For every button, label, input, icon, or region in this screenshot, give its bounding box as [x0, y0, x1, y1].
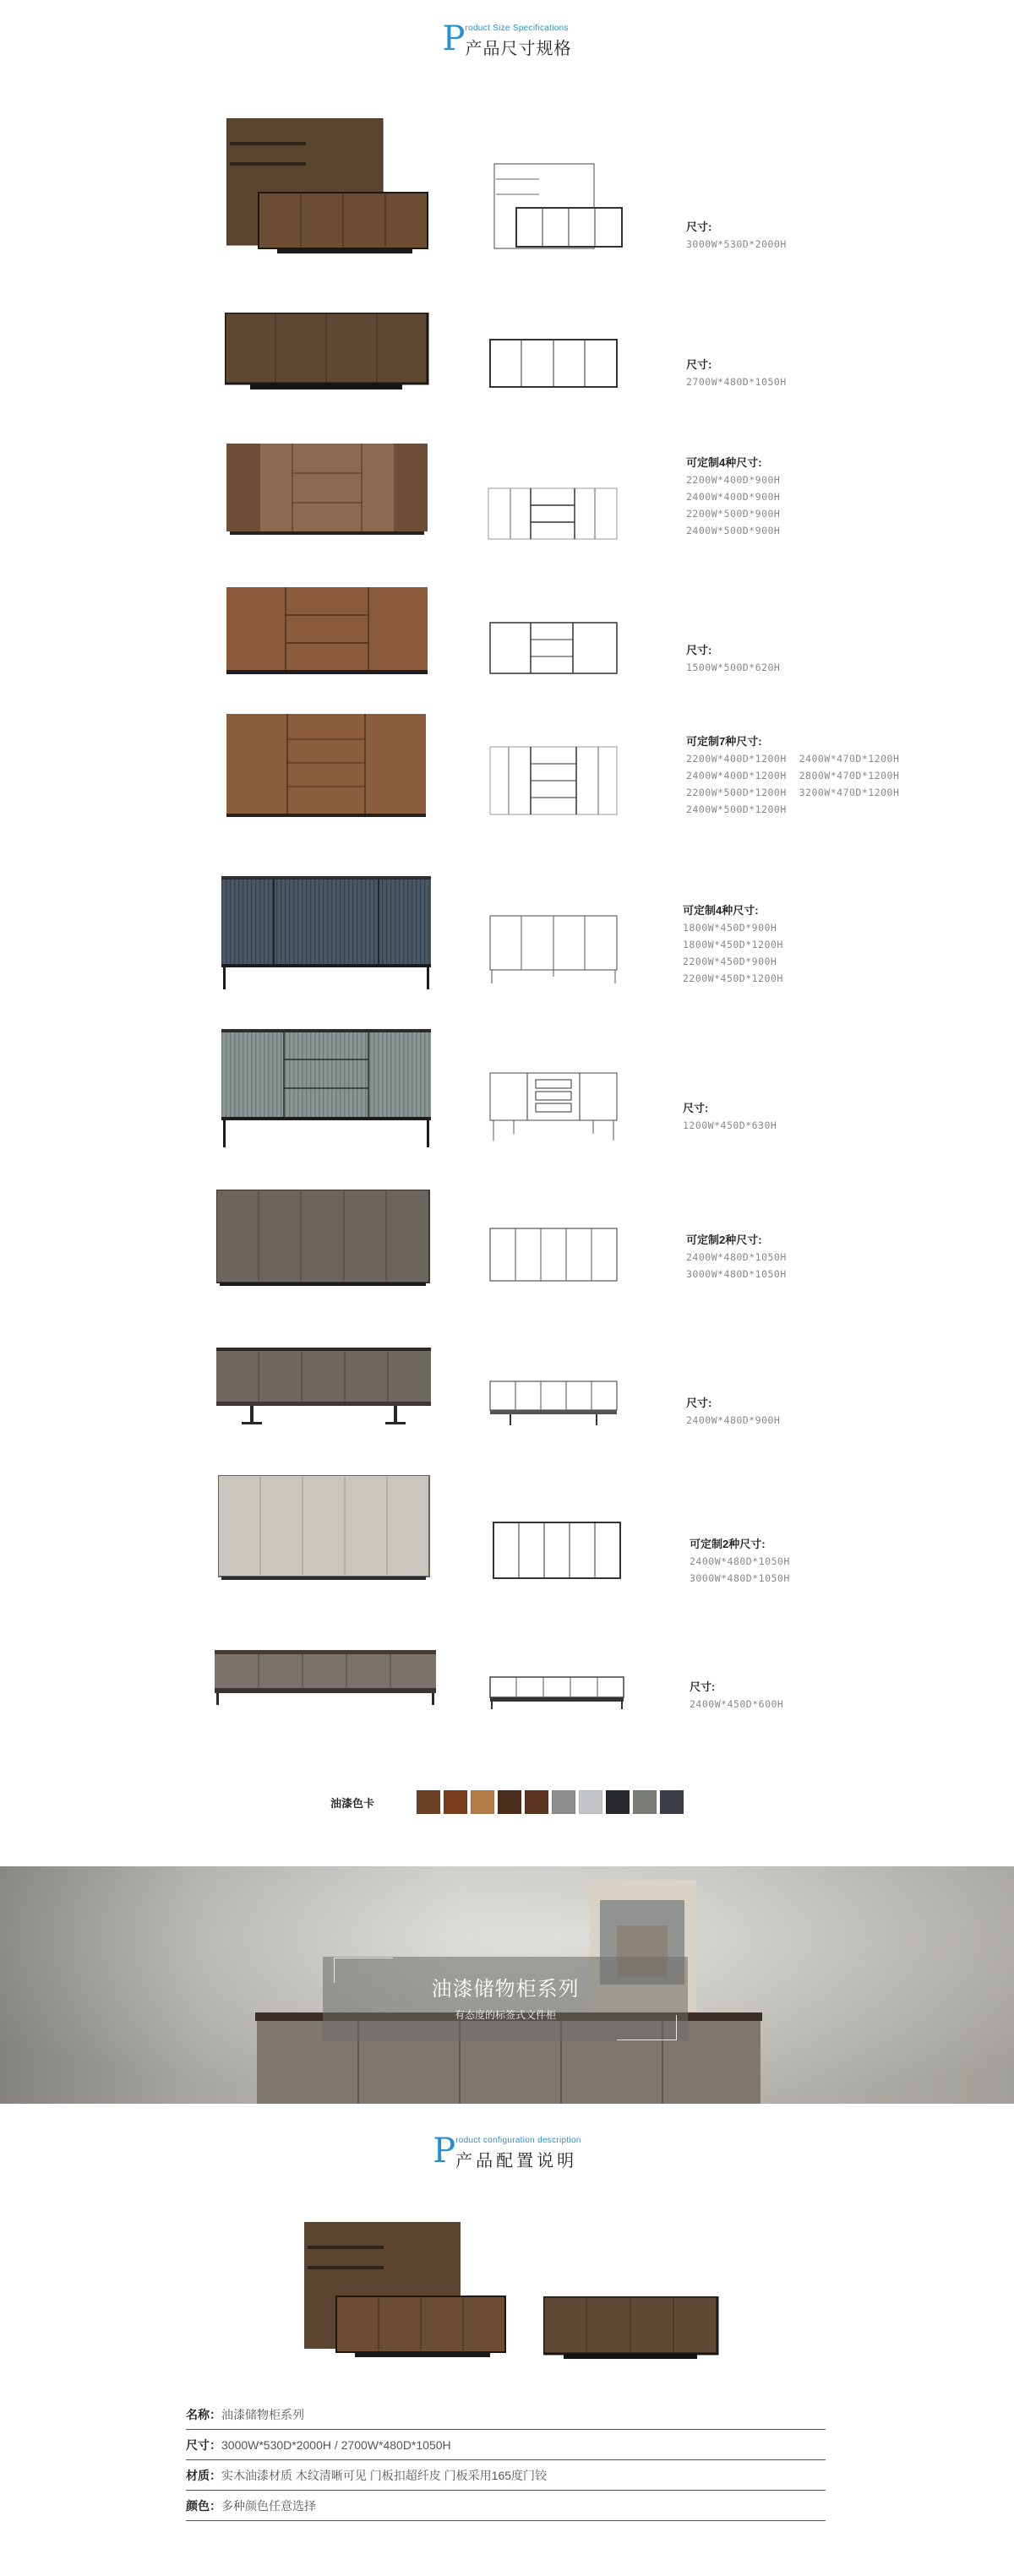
spec-label: 尺寸: [690, 1680, 716, 1693]
product-row-7 [0, 1022, 1014, 1157]
spec-value: 3000W*480D*1050H [690, 1572, 790, 1584]
product-drawing-1 [493, 162, 628, 251]
product-spec-2 [686, 357, 787, 390]
color-swatch [579, 1790, 602, 1814]
spec-value: 2400W*500D*1200H [686, 803, 787, 815]
product-drawing-5 [488, 745, 624, 821]
section-title-size [0, 19, 1014, 59]
product-drawing-2 [488, 338, 624, 393]
config-value: 多种颜色任意选择 [221, 2498, 316, 2513]
product-photo-3 [226, 444, 433, 541]
color-swatch [552, 1790, 575, 1814]
title-initial: P [433, 2132, 456, 2170]
spec-value: 2200W*450D*1200H [683, 972, 783, 984]
spec-value: 2200W*400D*1200H 2400W*470D*1200H [686, 753, 900, 765]
spec-value: 2400W*400D*1200H 2800W*470D*1200H [686, 770, 900, 782]
spec-value: 2400W*400D*900H [686, 491, 781, 503]
product-spec-10 [690, 1536, 790, 1587]
title-cn: 产品尺寸规格 [465, 40, 572, 58]
color-swatch [606, 1790, 630, 1814]
spec-value: 2400W*450D*600H [690, 1698, 784, 1710]
config-key: 尺寸： [186, 2437, 221, 2452]
product-photo-11 [213, 1650, 441, 1718]
product-photo-5 [226, 714, 433, 824]
product-spec-4 [686, 642, 780, 676]
spec-label: 尺寸: [686, 1397, 712, 1409]
color-card-label: 油漆色卡 [330, 1796, 375, 1810]
product-drawing-7 [488, 1071, 624, 1147]
spec-value: 2700W*480D*1050H [686, 376, 787, 388]
product-row-8 [0, 1183, 1014, 1293]
product-photo-8 [216, 1190, 433, 1291]
spec-label: 可定制2种尺寸: [690, 1538, 766, 1550]
product-spec-9 [686, 1395, 780, 1429]
banner-deco-line [334, 1958, 335, 1983]
product-photo-2 [225, 313, 432, 397]
config-photo-low-cabinet [543, 2296, 721, 2364]
color-swatch [444, 1790, 467, 1814]
product-spec-7 [683, 1100, 777, 1134]
product-photo-6 [221, 876, 433, 994]
product-row-3 [0, 439, 1014, 549]
config-table [186, 2399, 826, 2521]
config-row-material [186, 2460, 826, 2491]
product-drawing-4 [488, 621, 624, 680]
spec-value: 2200W*400D*900H [686, 474, 781, 486]
color-swatch [633, 1790, 657, 1814]
config-value: 油漆储物柜系列 [221, 2407, 304, 2421]
spec-label: 尺寸: [683, 1102, 709, 1114]
spec-label: 尺寸: [686, 358, 712, 371]
product-spec-6 [683, 902, 783, 987]
spec-value: 1800W*450D*900H [683, 922, 777, 934]
product-photo-4 [226, 587, 433, 680]
product-row-11 [0, 1635, 1014, 1719]
section-title-config [0, 2134, 1014, 2171]
spec-label: 可定制7种尺寸: [686, 735, 762, 748]
product-row-10 [0, 1470, 1014, 1588]
product-row-4 [0, 583, 1014, 684]
spec-label: 尺寸: [686, 644, 712, 656]
banner-deco-line [676, 2015, 677, 2040]
product-row-5 [0, 710, 1014, 828]
color-swatch [660, 1790, 684, 1814]
color-swatch-list [417, 1790, 687, 1814]
product-spec-11 [690, 1679, 783, 1713]
product-photo-1 [226, 118, 433, 259]
color-swatch [471, 1790, 494, 1814]
product-spec-1 [686, 219, 787, 253]
spec-value: 1200W*450D*630H [683, 1119, 777, 1131]
product-drawing-11 [488, 1675, 627, 1718]
title-subtitle-en: roduct Size Specifications [465, 24, 569, 33]
spec-label: 可定制4种尺寸: [686, 456, 762, 469]
spec-value: 2200W*450D*900H [683, 956, 777, 967]
spec-label: 尺寸: [686, 221, 712, 233]
spec-value: 3000W*530D*2000H [686, 238, 787, 250]
color-swatch [498, 1790, 521, 1814]
banner-subtitle: 有态度的标签式文件柜 [454, 2009, 556, 2021]
color-swatch [525, 1790, 548, 1814]
config-row-name [186, 2399, 826, 2430]
config-key: 材质： [186, 2468, 221, 2482]
config-row-color [186, 2491, 826, 2521]
title-cn: 产品配置说明 [455, 2152, 578, 2170]
config-key: 颜色： [186, 2498, 221, 2513]
banner-title: 油漆储物柜系列 [431, 1978, 580, 2001]
spec-value: 2400W*480D*900H [686, 1414, 781, 1426]
paint-color-card [330, 1789, 687, 1816]
spec-value: 2200W*500D*1200H 3200W*470D*1200H [686, 787, 900, 798]
product-drawing-3 [487, 487, 622, 544]
color-swatch [417, 1790, 440, 1814]
banner-title-band [323, 1957, 688, 2041]
spec-value: 2200W*500D*900H [686, 508, 781, 520]
title-subtitle-en: roduct configuration description [455, 2136, 581, 2145]
spec-value: 3000W*480D*1050H [686, 1268, 787, 1280]
product-photo-10 [218, 1475, 434, 1585]
spec-value: 2400W*480D*1050H [686, 1251, 787, 1263]
product-drawing-8 [488, 1227, 624, 1286]
config-key: 名称： [186, 2407, 221, 2421]
title-initial: P [442, 19, 466, 58]
product-row-6 [0, 870, 1014, 997]
product-drawing-6 [488, 914, 624, 990]
spec-label: 可定制4种尺寸: [683, 904, 759, 917]
product-drawing-10 [492, 1521, 627, 1585]
spec-value: 1500W*500D*620H [686, 662, 781, 673]
config-photo-wall-cabinet [304, 2222, 511, 2362]
config-row-size [186, 2430, 826, 2460]
spec-value: 2400W*500D*900H [686, 525, 781, 536]
product-row-2 [0, 304, 1014, 397]
product-drawing-9 [488, 1380, 624, 1430]
product-spec-8 [686, 1232, 787, 1283]
product-spec-3 [686, 455, 780, 539]
series-banner [0, 1866, 1014, 2104]
spec-label: 可定制2种尺寸: [686, 1234, 762, 1246]
product-photo-9 [216, 1348, 433, 1432]
product-row-9 [0, 1339, 1014, 1432]
product-spec-5 [686, 733, 899, 818]
spec-value: 1800W*450D*1200H [683, 939, 783, 950]
config-value: 3000W*530D*2000H / 2700W*480D*1050H [221, 2437, 451, 2452]
product-photo-7 [221, 1029, 433, 1156]
spec-value: 2400W*480D*1050H [690, 1555, 790, 1567]
product-row-1 [0, 114, 1014, 258]
config-value: 实木油漆材质 木纹清晰可见 门板扣超纤皮 门板采用165度门铰 [221, 2468, 548, 2482]
